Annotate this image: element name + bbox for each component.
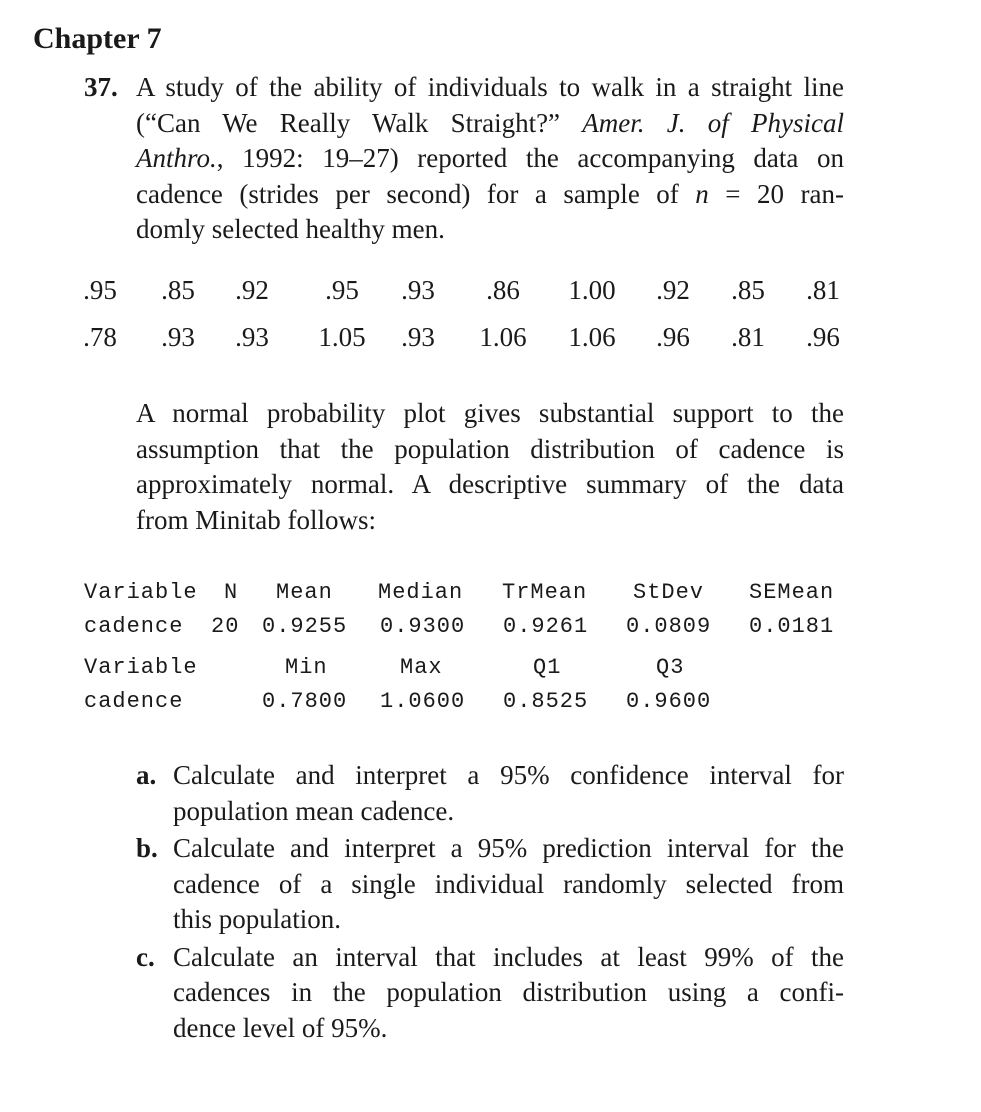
problem-line: (“Can We Really Walk Straight?” Amer. J. of Physical (136, 107, 844, 138)
minitab-value-cell: 0.7800 (262, 689, 348, 714)
part-line: Calculate and interpret a 95% prediction interval for the (173, 833, 844, 863)
data-value: .93 (401, 275, 435, 305)
minitab-value-cell: 0.9600 (626, 689, 712, 714)
minitab-value-cell: cadence (84, 689, 184, 714)
data-value: 1.06 (568, 322, 616, 352)
minitab-header-cell: Variable (84, 580, 198, 605)
part-line: cadence of a single individual randomly selected from (173, 868, 844, 899)
data-value: .81 (731, 322, 765, 352)
paragraph-line: approximately normal. A descriptive summary of the data (136, 469, 844, 499)
minitab-value-cell: 20 (211, 614, 240, 639)
minitab-value-cell: 0.0809 (626, 614, 712, 639)
problem-statement (136, 70, 844, 248)
part-label: c. (136, 941, 155, 972)
data-value: .92 (235, 275, 269, 305)
minitab-value-cell: 0.0181 (749, 614, 835, 639)
minitab-header-cell: Variable (84, 655, 198, 680)
problem-line: Anthro., 1992: 19–27) reported the accompanying data on (136, 143, 844, 173)
problem-line: A study of the ability of individuals to walk in a straight line (136, 72, 844, 102)
data-value: .93 (161, 322, 195, 352)
part-label: a. (136, 760, 157, 790)
minitab-header-cell: SEMean (749, 580, 835, 605)
data-value: .85 (161, 275, 195, 305)
paragraph-line: A normal probability plot gives substantial support to the (136, 398, 844, 428)
minitab-value-cell: 0.9255 (262, 614, 348, 639)
minitab-header-cell: N (224, 580, 239, 605)
part-line: dence level of 95%. (173, 1012, 388, 1043)
data-value: .95 (83, 275, 117, 305)
data-value: .86 (486, 275, 520, 305)
problem-number: 37. (84, 72, 118, 102)
problem-line: domly selected healthy men. (136, 214, 445, 244)
minitab-value-cell: 0.9261 (503, 614, 589, 639)
problem-line: cadence (strides per second) for a sample of n = 20 ran- (136, 178, 844, 209)
part-line: Calculate and interpret a 95% confidence interval for (173, 760, 844, 790)
normal-plot-paragraph (136, 396, 844, 538)
part-line: population mean cadence. (173, 795, 455, 826)
question-part (136, 758, 844, 829)
data-value: .95 (325, 275, 359, 305)
chapter-heading: Chapter 7 (33, 22, 162, 55)
data-value: .78 (83, 322, 117, 352)
minitab-header-cell: Mean (276, 580, 333, 605)
minitab-header-cell: Max (400, 655, 443, 680)
minitab-value-cell: 1.0600 (380, 689, 466, 714)
data-value: .85 (731, 275, 765, 305)
data-value: .96 (806, 322, 840, 352)
minitab-header-cell: Min (285, 655, 328, 680)
part-label: b. (136, 833, 158, 863)
minitab-header-cell: StDev (633, 580, 705, 605)
minitab-value-cell: 0.8525 (503, 689, 589, 714)
minitab-header-cell: Median (378, 580, 464, 605)
data-value: .81 (806, 275, 840, 305)
paragraph-line: assumption that the population distribution of cadence is (136, 433, 844, 464)
minitab-header-cell: Q3 (656, 655, 685, 680)
data-row-1 (0, 275, 981, 311)
part-line: cadences in the population distribution using a confi- (173, 977, 844, 1007)
data-value: .92 (656, 275, 690, 305)
question-part (136, 831, 844, 938)
minitab-header-cell: Q1 (533, 655, 562, 680)
data-value: .96 (656, 322, 690, 352)
data-value: .93 (235, 322, 269, 352)
data-value: 1.05 (318, 322, 366, 352)
question-part (136, 940, 844, 1047)
part-line: this population. (173, 904, 341, 934)
minitab-value-cell: cadence (84, 614, 184, 639)
data-row-2 (0, 322, 981, 358)
paragraph-line: from Minitab follows: (136, 504, 376, 535)
part-line: Calculate an interval that includes at least 99% of the (173, 941, 844, 972)
data-value: 1.00 (568, 275, 616, 305)
minitab-header-cell: TrMean (502, 580, 588, 605)
data-value: 1.06 (479, 322, 527, 352)
question-parts (136, 758, 844, 1048)
minitab-value-cell: 0.9300 (380, 614, 466, 639)
data-value: .93 (401, 322, 435, 352)
problem-37 (84, 70, 844, 248)
